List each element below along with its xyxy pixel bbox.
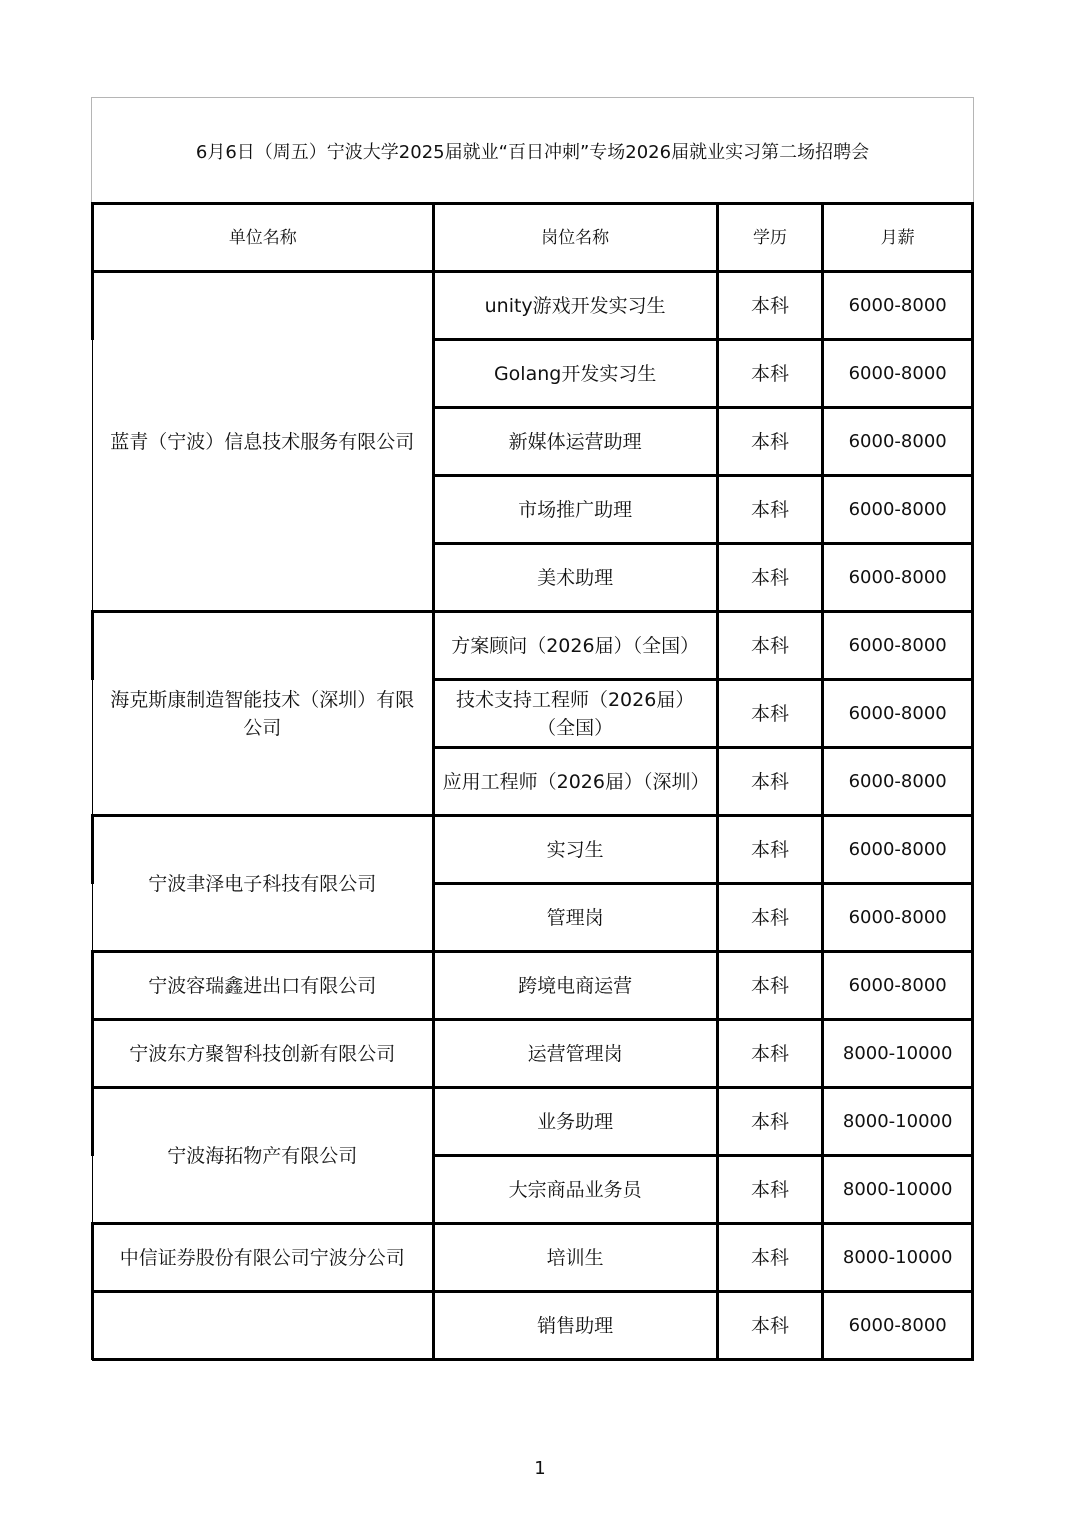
job-table xyxy=(91,202,974,1361)
position-cell: 管理岗 xyxy=(433,884,717,952)
salary-cell: 6000-8000 xyxy=(823,952,973,1020)
table-row xyxy=(93,1224,973,1292)
position-cell: 运营管理岗 xyxy=(433,1020,717,1088)
table-row xyxy=(93,272,973,340)
education-cell: 本科 xyxy=(717,1156,823,1224)
education-cell: 本科 xyxy=(717,680,823,748)
table-row xyxy=(93,1292,973,1360)
salary-cell: 6000-8000 xyxy=(823,476,973,544)
salary-cell: 6000-8000 xyxy=(823,884,973,952)
company-name-cell xyxy=(93,1292,434,1360)
position-cell: 美术助理 xyxy=(433,544,717,612)
table-row xyxy=(93,952,973,1020)
position-cell: 实习生 xyxy=(433,816,717,884)
company-name-cell: 宁波聿泽电子科技有限公司 xyxy=(93,816,434,952)
position-cell: 市场推广助理 xyxy=(433,476,717,544)
position-cell: 培训生 xyxy=(433,1224,717,1292)
company-name-cell: 宁波海拓物产有限公司 xyxy=(93,1088,434,1224)
position-cell: unity游戏开发实习生 xyxy=(433,272,717,340)
education-cell: 本科 xyxy=(717,612,823,680)
position-cell: 技术支持工程师（2026届）（全国） xyxy=(433,680,717,748)
position-cell: 方案顾问（2026届）（全国） xyxy=(433,612,717,680)
company-name-cell: 蓝青（宁波）信息技术服务有限公司 xyxy=(93,272,434,612)
salary-cell: 8000-10000 xyxy=(823,1224,973,1292)
salary-cell: 6000-8000 xyxy=(823,816,973,884)
salary-cell: 6000-8000 xyxy=(823,340,973,408)
education-cell: 本科 xyxy=(717,1020,823,1088)
education-cell: 本科 xyxy=(717,476,823,544)
position-cell: 跨境电商运营 xyxy=(433,952,717,1020)
job-table-body xyxy=(93,204,973,1360)
education-cell: 本科 xyxy=(717,340,823,408)
table-row xyxy=(93,816,973,884)
table-row xyxy=(93,1088,973,1156)
salary-cell: 6000-8000 xyxy=(823,612,973,680)
salary-cell: 6000-8000 xyxy=(823,1292,973,1360)
header-education: 学历 xyxy=(717,204,823,272)
company-name-cell: 宁波容瑞鑫进出口有限公司 xyxy=(93,952,434,1020)
education-cell: 本科 xyxy=(717,1292,823,1360)
education-cell: 本科 xyxy=(717,1224,823,1292)
page-number: 1 xyxy=(534,1458,546,1479)
table-row xyxy=(93,612,973,680)
salary-cell: 6000-8000 xyxy=(823,408,973,476)
position-cell: 大宗商品业务员 xyxy=(433,1156,717,1224)
salary-cell: 6000-8000 xyxy=(823,748,973,816)
position-cell: 业务助理 xyxy=(433,1088,717,1156)
salary-cell: 6000-8000 xyxy=(823,544,973,612)
education-cell: 本科 xyxy=(717,1088,823,1156)
company-name-cell: 中信证券股份有限公司宁波分公司 xyxy=(93,1224,434,1292)
education-cell: 本科 xyxy=(717,544,823,612)
salary-cell: 6000-8000 xyxy=(823,272,973,340)
education-cell: 本科 xyxy=(717,408,823,476)
position-cell: Golang开发实习生 xyxy=(433,340,717,408)
company-name-cell: 海克斯康制造智能技术（深圳）有限公司 xyxy=(93,612,434,816)
salary-cell: 6000-8000 xyxy=(823,680,973,748)
header-position: 岗位名称 xyxy=(433,204,717,272)
position-cell: 新媒体运营助理 xyxy=(433,408,717,476)
education-cell: 本科 xyxy=(717,748,823,816)
education-cell: 本科 xyxy=(717,884,823,952)
table-row xyxy=(93,1020,973,1088)
education-cell: 本科 xyxy=(717,272,823,340)
education-cell: 本科 xyxy=(717,952,823,1020)
position-cell: 销售助理 xyxy=(433,1292,717,1360)
header-company: 单位名称 xyxy=(93,204,434,272)
salary-cell: 8000-10000 xyxy=(823,1156,973,1224)
header-salary: 月薪 xyxy=(823,204,973,272)
position-cell: 应用工程师（2026届）（深圳） xyxy=(433,748,717,816)
company-name-cell: 宁波东方聚智科技创新有限公司 xyxy=(93,1020,434,1088)
education-cell: 本科 xyxy=(717,816,823,884)
salary-cell: 8000-10000 xyxy=(823,1088,973,1156)
document-title: 6月6日（周五）宁波大学2025届就业“百日冲刺”专场2026届就业实习第二场招聘会 xyxy=(91,97,974,203)
header-row xyxy=(93,204,973,272)
salary-cell: 8000-10000 xyxy=(823,1020,973,1088)
